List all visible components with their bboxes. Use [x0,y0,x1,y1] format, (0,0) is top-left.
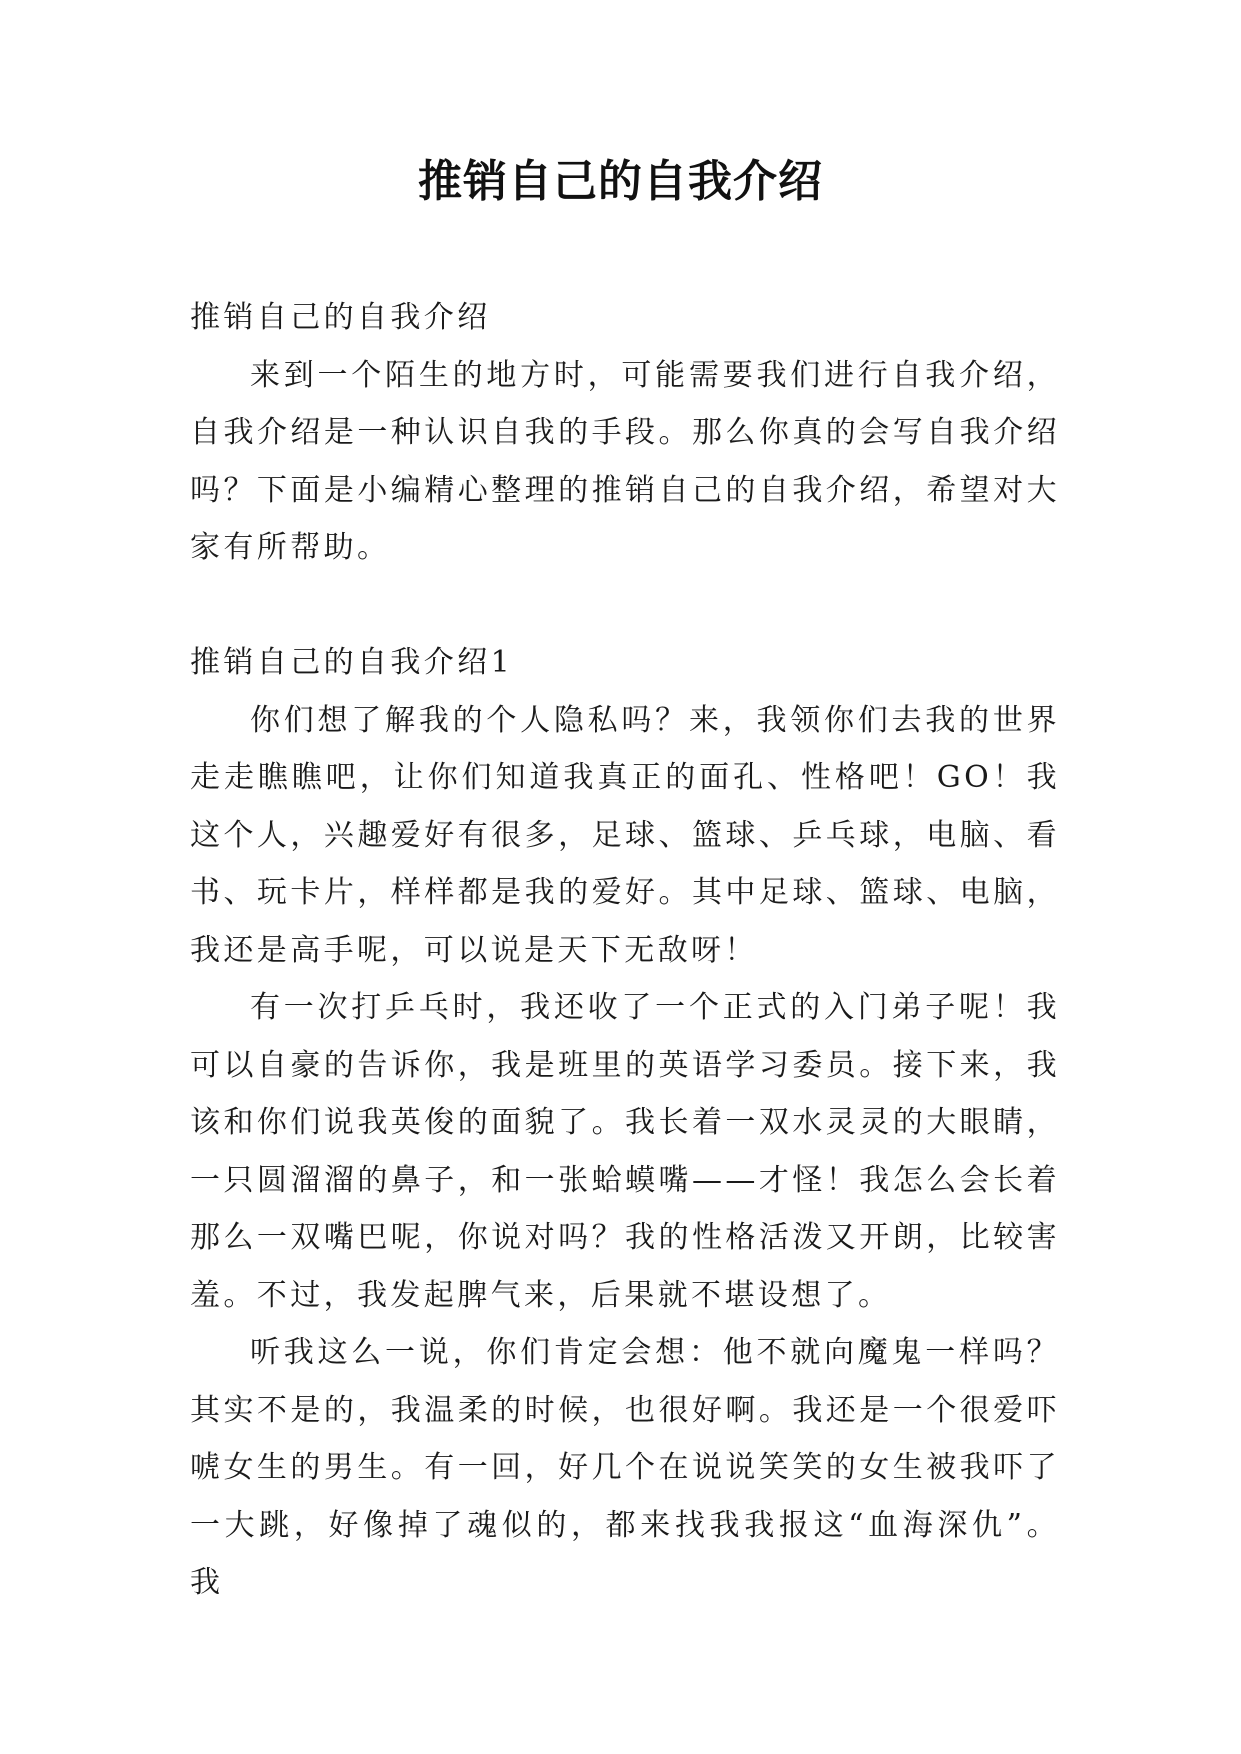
section1-heading: 推销自己的自我介绍1 [190,645,514,680]
section1-paragraph: 听我这么一说，你们肯定会想：他不就向魔鬼一样吗？其实不是的，我温柔的时候，也很好啊。我还是一个很爱吓唬女生的男生。有一回，好几个在说说笑笑的女生被我吓了一大跳，好像掉了魂似的，都来找我我报这“血海深仇”。我 [190,1335,1060,1600]
document-body [190,289,1060,1612]
intro-paragraph: 来到一个陌生的地方时，可能需要我们进行自我介绍，自我介绍是一种认识自我的手段。那么你真的会写自我介绍吗？下面是小编精心整理的推销自己的自我介绍，希望对大家有所帮助。 [190,357,1060,565]
section-spacer [190,577,1060,635]
intro-heading: 推销自己的自我介绍 [190,300,491,335]
document-title: 推销自己的自我介绍 [418,156,823,207]
section1-paragraph: 有一次打乒乓时，我还收了一个正式的入门弟子呢！我可以自豪的告诉你，我是班里的英语学习委员。接下来，我该和你们说我英俊的面貌了。我长着一双水灵灵的大眼睛，一只圆溜溜的鼻子，和一张蛤蟆嘴——才怪！我怎么会长着那么一双嘴巴呢，你说对吗？我的性格活泼又开朗，比较害羞。不过，我发起脾气来，后果就不堪设想了。 [190,990,1060,1313]
section1-paragraph: 你们想了解我的个人隐私吗？来，我领你们去我的世界走走瞧瞧吧，让你们知道我真正的面孔、性格吧！GO！我这个人，兴趣爱好有很多，足球、篮球、乒乓球，电脑、看书、玩卡片，样样都是我的爱好。其中足球、篮球、电脑，我还是高手呢，可以说是天下无敌呀！ [190,702,1060,968]
